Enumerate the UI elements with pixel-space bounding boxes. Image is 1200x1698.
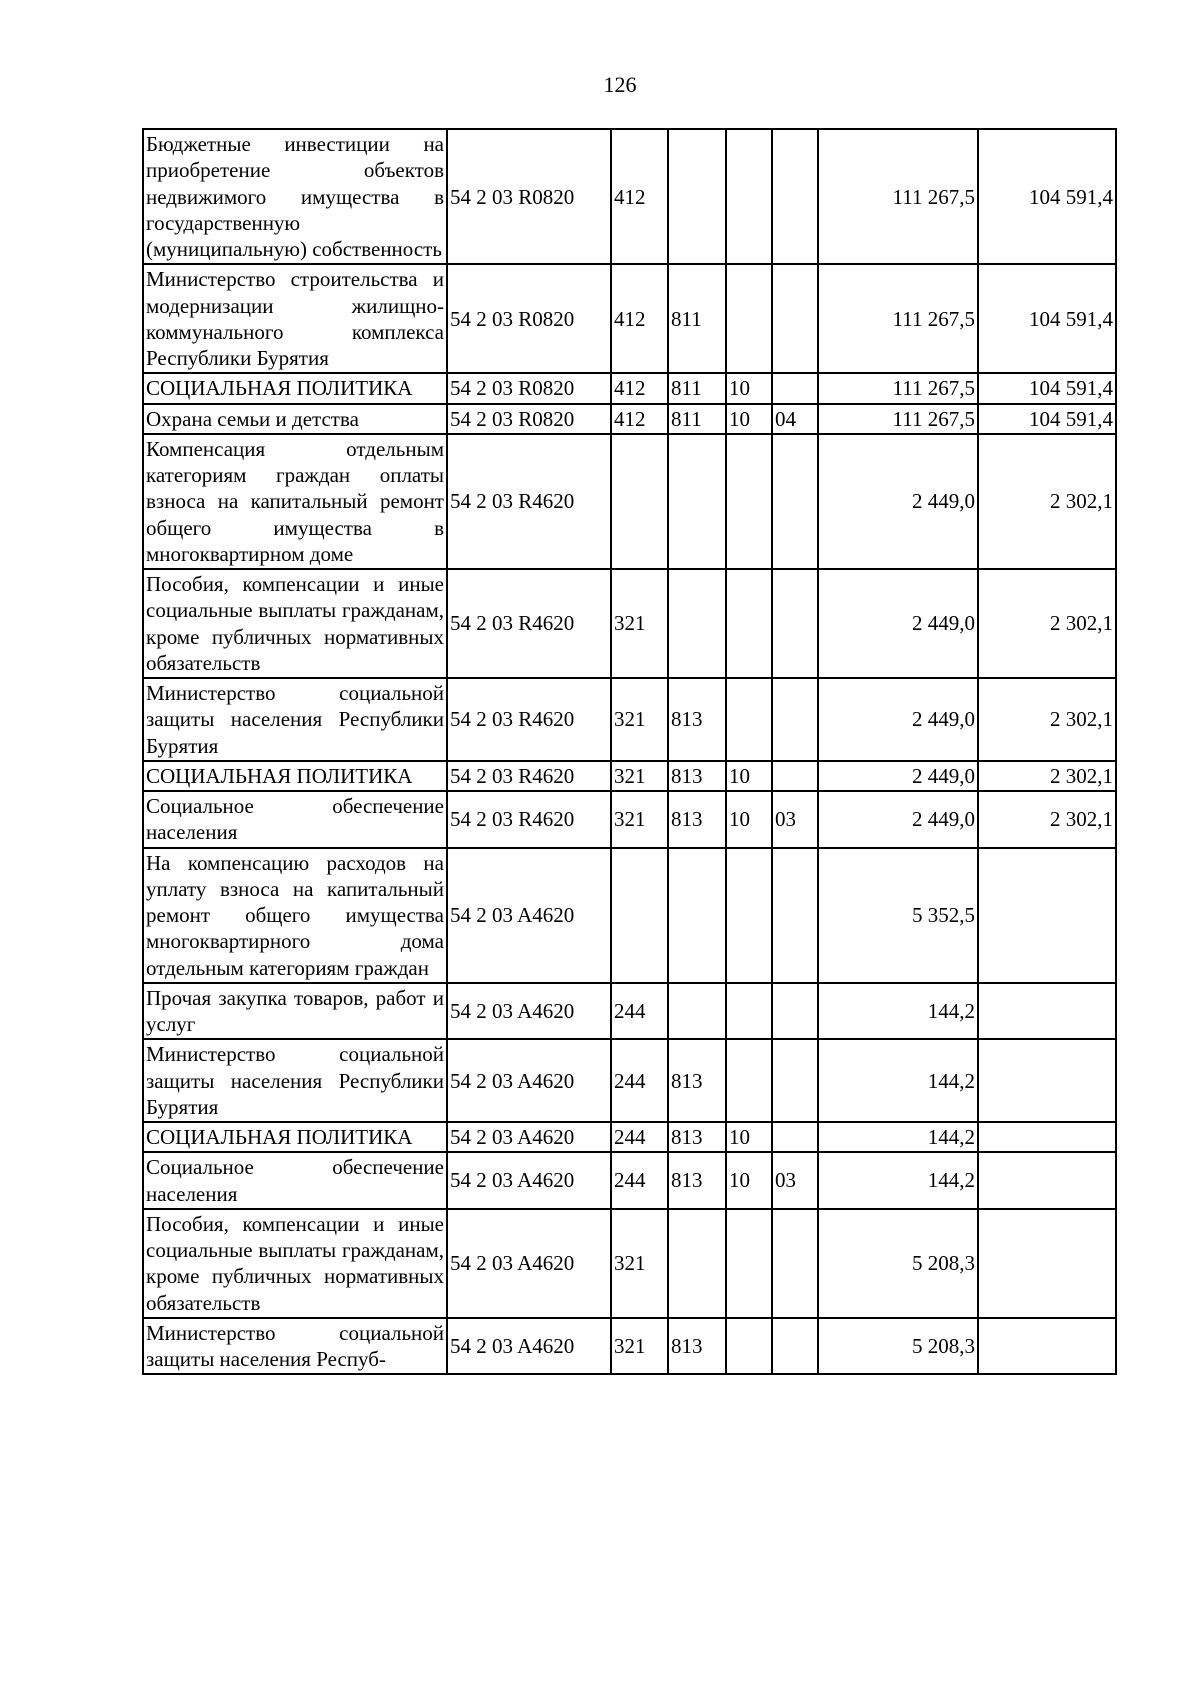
table-row <box>143 1122 1116 1152</box>
table-row <box>143 1039 1116 1122</box>
row-name-cell: СОЦИАЛЬНАЯ ПОЛИТИКА <box>143 761 447 791</box>
row-name-cell: Компенсация отдельным категориям граждан оплаты взноса на капитальный ремонт общего имущества в многоквартирном доме <box>143 434 447 569</box>
row-sum-2-cell: 2 302,1 <box>978 678 1116 761</box>
row-subsection-cell <box>772 1209 818 1318</box>
row-code-cell: 54 2 03 A4620 <box>447 1209 611 1318</box>
budget-table-body <box>143 129 1116 1374</box>
row-section-cell: 10 <box>726 761 772 791</box>
row-sum-1-cell: 144,2 <box>818 1122 978 1152</box>
row-name-cell: Охрана семьи и детства <box>143 404 447 434</box>
row-expense-type-cell <box>611 434 668 569</box>
table-row <box>143 434 1116 569</box>
row-name-cell: Прочая закупка товаров, работ и услуг <box>143 983 447 1040</box>
budget-table <box>142 128 1117 1375</box>
row-sum-2-cell <box>978 1039 1116 1122</box>
table-row <box>143 1152 1116 1209</box>
row-name-cell: Пособия, компенсации и иные социальные выплаты гражданам, кроме публичных нормативных обязательств <box>143 1209 447 1318</box>
row-name-cell: СОЦИАЛЬНАЯ ПОЛИТИКА <box>143 373 447 403</box>
row-subsection-cell <box>772 848 818 983</box>
row-section-cell: 10 <box>726 1122 772 1152</box>
row-subsection-cell: 03 <box>772 791 818 848</box>
row-expense-type-cell: 412 <box>611 264 668 373</box>
row-ministry-code-cell <box>668 1209 726 1318</box>
row-sum-2-cell: 104 591,4 <box>978 373 1116 403</box>
row-expense-type-cell: 244 <box>611 1152 668 1209</box>
row-section-cell: 10 <box>726 404 772 434</box>
row-subsection-cell: 04 <box>772 404 818 434</box>
row-code-cell: 54 2 03 R0820 <box>447 264 611 373</box>
table-row <box>143 569 1116 678</box>
row-ministry-code-cell: 811 <box>668 264 726 373</box>
row-sum-1-cell: 5 208,3 <box>818 1209 978 1318</box>
row-ministry-code-cell <box>668 129 726 264</box>
row-ministry-code-cell: 813 <box>668 1318 726 1375</box>
row-sum-2-cell: 104 591,4 <box>978 129 1116 264</box>
row-sum-2-cell: 2 302,1 <box>978 791 1116 848</box>
row-section-cell <box>726 129 772 264</box>
row-expense-type-cell: 244 <box>611 983 668 1040</box>
row-code-cell: 54 2 03 R4620 <box>447 678 611 761</box>
row-ministry-code-cell <box>668 434 726 569</box>
row-ministry-code-cell: 813 <box>668 791 726 848</box>
row-subsection-cell <box>772 264 818 373</box>
row-sum-2-cell <box>978 1209 1116 1318</box>
row-sum-1-cell: 144,2 <box>818 1152 978 1209</box>
row-sum-1-cell: 111 267,5 <box>818 404 978 434</box>
table-row <box>143 129 1116 264</box>
row-ministry-code-cell: 813 <box>668 1152 726 1209</box>
row-subsection-cell <box>772 1318 818 1375</box>
row-code-cell: 54 2 03 A4620 <box>447 983 611 1040</box>
row-ministry-code-cell <box>668 983 726 1040</box>
row-subsection-cell <box>772 129 818 264</box>
row-section-cell <box>726 848 772 983</box>
row-sum-1-cell: 5 352,5 <box>818 848 978 983</box>
row-sum-1-cell: 144,2 <box>818 983 978 1040</box>
row-sum-2-cell: 2 302,1 <box>978 569 1116 678</box>
table-row <box>143 1318 1116 1375</box>
page-number: 126 <box>603 72 637 97</box>
row-code-cell: 54 2 03 R0820 <box>447 129 611 264</box>
row-section-cell <box>726 434 772 569</box>
row-ministry-code-cell: 811 <box>668 404 726 434</box>
row-sum-2-cell: 104 591,4 <box>978 404 1116 434</box>
row-ministry-code-cell: 813 <box>668 761 726 791</box>
row-code-cell: 54 2 03 A4620 <box>447 848 611 983</box>
row-name-cell: Министерство социальной защиты населения Республики Бурятия <box>143 678 447 761</box>
table-row <box>143 761 1116 791</box>
row-name-cell: Социальное обеспечение населения <box>143 791 447 848</box>
row-sum-1-cell: 2 449,0 <box>818 791 978 848</box>
table-row <box>143 678 1116 761</box>
row-ministry-code-cell <box>668 569 726 678</box>
row-expense-type-cell: 321 <box>611 1318 668 1375</box>
row-sum-1-cell: 2 449,0 <box>818 678 978 761</box>
row-sum-1-cell: 2 449,0 <box>818 761 978 791</box>
row-sum-1-cell: 2 449,0 <box>818 434 978 569</box>
row-section-cell <box>726 678 772 761</box>
row-section-cell <box>726 264 772 373</box>
table-row <box>143 373 1116 403</box>
row-name-cell: Министерство социальной защиты населения Республики Бурятия <box>143 1039 447 1122</box>
row-expense-type-cell: 321 <box>611 761 668 791</box>
row-expense-type-cell <box>611 848 668 983</box>
row-sum-1-cell: 2 449,0 <box>818 569 978 678</box>
row-code-cell: 54 2 03 R4620 <box>447 761 611 791</box>
row-sum-2-cell <box>978 1318 1116 1375</box>
row-code-cell: 54 2 03 A4620 <box>447 1318 611 1375</box>
row-expense-type-cell: 412 <box>611 373 668 403</box>
row-name-cell: СОЦИАЛЬНАЯ ПОЛИТИКА <box>143 1122 447 1152</box>
row-section-cell <box>726 1318 772 1375</box>
row-sum-2-cell: 2 302,1 <box>978 761 1116 791</box>
row-name-cell: Министерство строительства и модернизации жилищно-коммунального комплекса Республики Бурятия <box>143 264 447 373</box>
row-subsection-cell <box>772 1122 818 1152</box>
row-section-cell <box>726 1209 772 1318</box>
row-code-cell: 54 2 03 R0820 <box>447 373 611 403</box>
row-section-cell: 10 <box>726 1152 772 1209</box>
row-sum-2-cell <box>978 848 1116 983</box>
row-subsection-cell <box>772 569 818 678</box>
row-expense-type-cell: 321 <box>611 1209 668 1318</box>
row-expense-type-cell: 244 <box>611 1122 668 1152</box>
row-expense-type-cell: 412 <box>611 129 668 264</box>
table-row <box>143 1209 1116 1318</box>
table-row <box>143 404 1116 434</box>
table-row <box>143 848 1116 983</box>
row-name-cell: На компенсацию расходов на уплату взноса на капитальный ремонт общего имущества многоквартирного дома отдельным категориям граждан <box>143 848 447 983</box>
row-subsection-cell <box>772 373 818 403</box>
row-section-cell <box>726 569 772 678</box>
row-subsection-cell <box>772 1039 818 1122</box>
row-sum-2-cell: 2 302,1 <box>978 434 1116 569</box>
row-code-cell: 54 2 03 R4620 <box>447 791 611 848</box>
row-sum-1-cell: 111 267,5 <box>818 373 978 403</box>
row-subsection-cell <box>772 983 818 1040</box>
row-code-cell: 54 2 03 R4620 <box>447 569 611 678</box>
row-code-cell: 54 2 03 R0820 <box>447 404 611 434</box>
row-ministry-code-cell <box>668 848 726 983</box>
table-row <box>143 791 1116 848</box>
row-subsection-cell <box>772 678 818 761</box>
table-row <box>143 983 1116 1040</box>
row-name-cell: Министерство социальной защиты населения Респуб- <box>143 1318 447 1375</box>
row-expense-type-cell: 321 <box>611 791 668 848</box>
row-section-cell: 10 <box>726 791 772 848</box>
row-sum-2-cell <box>978 1152 1116 1209</box>
row-subsection-cell <box>772 434 818 569</box>
row-sum-1-cell: 111 267,5 <box>818 264 978 373</box>
row-sum-2-cell <box>978 983 1116 1040</box>
row-name-cell: Социальное обеспечение населения <box>143 1152 447 1209</box>
row-section-cell <box>726 983 772 1040</box>
row-ministry-code-cell: 811 <box>668 373 726 403</box>
row-ministry-code-cell: 813 <box>668 678 726 761</box>
row-expense-type-cell: 244 <box>611 1039 668 1122</box>
row-code-cell: 54 2 03 R4620 <box>447 434 611 569</box>
row-name-cell: Пособия, компенсации и иные социальные выплаты гражданам, кроме публичных нормативных обязательств <box>143 569 447 678</box>
row-subsection-cell: 03 <box>772 1152 818 1209</box>
row-expense-type-cell: 321 <box>611 569 668 678</box>
row-subsection-cell <box>772 761 818 791</box>
row-sum-1-cell: 111 267,5 <box>818 129 978 264</box>
row-code-cell: 54 2 03 A4620 <box>447 1122 611 1152</box>
row-code-cell: 54 2 03 A4620 <box>447 1152 611 1209</box>
row-sum-1-cell: 5 208,3 <box>818 1318 978 1375</box>
row-code-cell: 54 2 03 A4620 <box>447 1039 611 1122</box>
row-ministry-code-cell: 813 <box>668 1039 726 1122</box>
row-sum-2-cell <box>978 1122 1116 1152</box>
row-sum-1-cell: 144,2 <box>818 1039 978 1122</box>
row-section-cell <box>726 1039 772 1122</box>
row-name-cell: Бюджетные инвестиции на приобретение объектов недвижимого имущества в государственную (муниципальную) собственность <box>143 129 447 264</box>
row-section-cell: 10 <box>726 373 772 403</box>
row-expense-type-cell: 321 <box>611 678 668 761</box>
table-row <box>143 264 1116 373</box>
row-ministry-code-cell: 813 <box>668 1122 726 1152</box>
row-sum-2-cell: 104 591,4 <box>978 264 1116 373</box>
row-expense-type-cell: 412 <box>611 404 668 434</box>
